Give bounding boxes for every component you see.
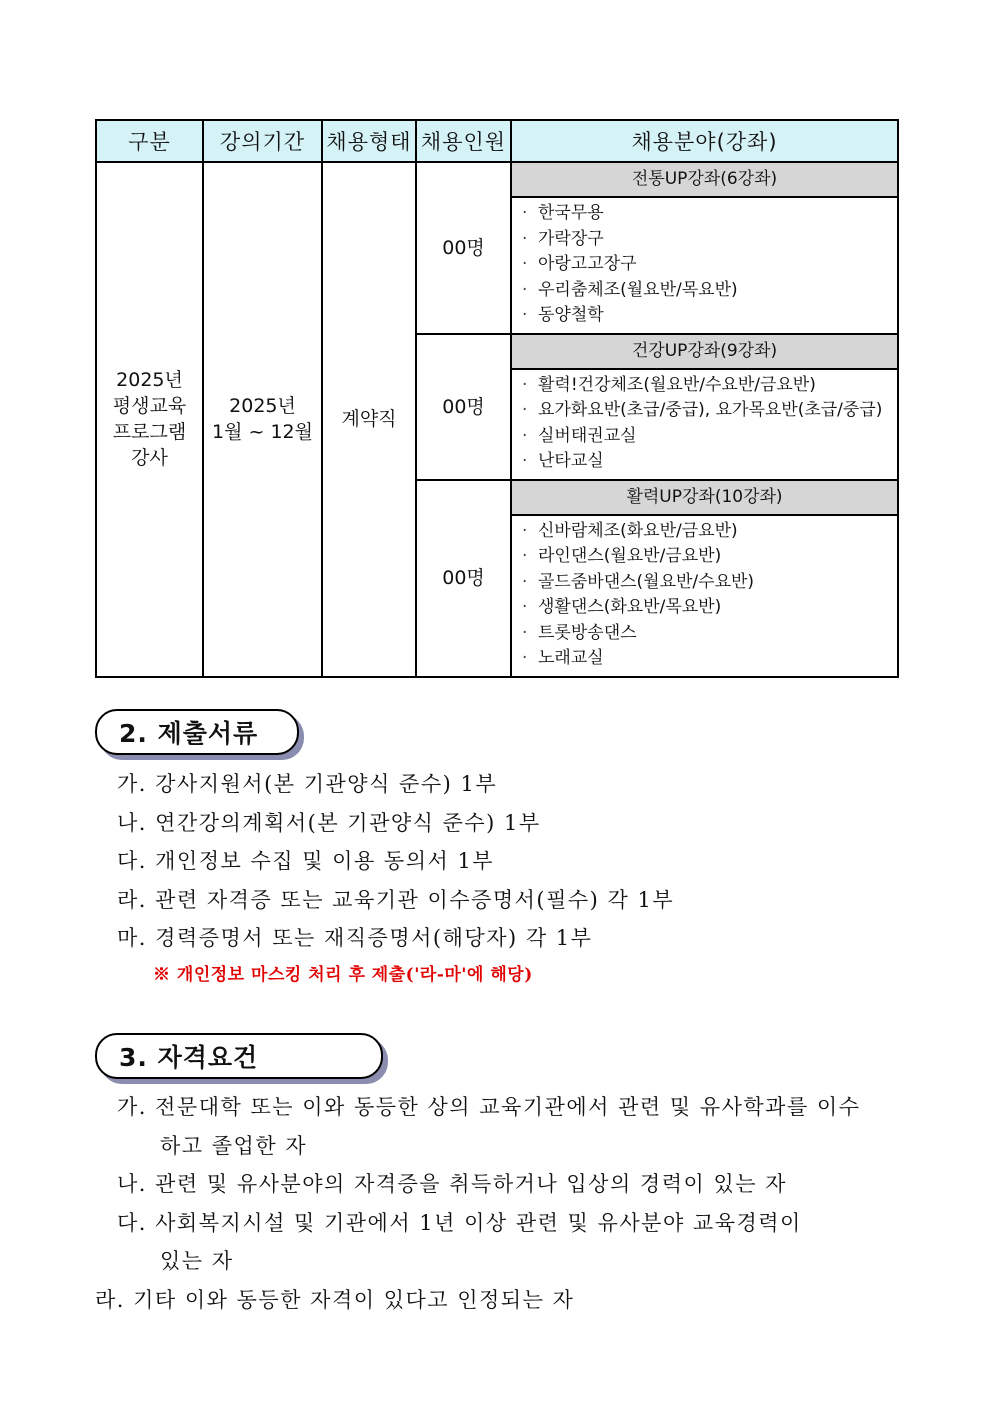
course-group-title: 전통UP강좌(6강좌) (512, 163, 897, 198)
masking-note: ※ 개인정보 마스킹 처리 후 제출('라-마'에 해당) (153, 964, 533, 985)
list-item: 라. 기타 이와 동등한 자격이 있다고 인정되는 자 (95, 1288, 575, 1312)
field-cell (511, 162, 898, 334)
headcount-cell: 00명 (416, 162, 511, 334)
header-employment-type: 채용형태 (322, 120, 416, 162)
category-line: 강사 (131, 447, 168, 470)
submission-documents-list (117, 765, 674, 992)
period-cell (203, 162, 322, 677)
list-item-continuation: 하고 졸업한 자 (160, 1133, 308, 1158)
list-item: · 난타교실 (522, 449, 897, 475)
section-3-title: 3. 자격요건 (119, 1043, 259, 1072)
list-item: 나. 연간강의계획서(본 기관양식 준수) 1부 (117, 810, 541, 835)
list-item: · 가락장구 (522, 227, 897, 253)
category-line: 평생교육 (112, 395, 187, 418)
headcount-cell: 00명 (416, 480, 511, 677)
list-item: 마. 경력증명서 또는 재직증명서(해당자) 각 1부 (117, 926, 593, 950)
list-item: · 실버태권교실 (522, 424, 897, 450)
list-item: 다. 개인정보 수집 및 이용 동의서 1부 (117, 849, 495, 873)
list-item: · 신바람체조(화요반/금요반) (522, 519, 897, 545)
list-item: · 활력!건강체조(월요반/수요반/금요반) (522, 373, 897, 399)
list-item: · 생활댄스(화요반/목요반) (522, 595, 897, 621)
headcount-cell: 00명 (416, 334, 511, 480)
list-item: · 요가화요반(초급/중급), 요가목요반(초급/중급) (522, 398, 897, 424)
list-item: · 한국무용 (522, 201, 897, 227)
list-item: 가. 강사지원서(본 기관양식 준수) 1부 (117, 772, 498, 796)
section-3-header (95, 1033, 383, 1079)
list-item: · 우리춤체조(월요반/목요반) (522, 278, 897, 304)
recruitment-table (95, 119, 899, 678)
list-item-continuation: 있는 자 (160, 1249, 234, 1273)
list-item: · 골드줌바댄스(월요반/수요반) (522, 570, 897, 596)
list-item: · 아랑고고장구 (522, 252, 897, 278)
course-list (512, 516, 897, 676)
category-line: 2025년 (116, 369, 183, 392)
header-headcount: 채용인원 (416, 120, 511, 162)
qualification-list-extra (95, 1281, 574, 1320)
list-item: · 트롯방송댄스 (522, 621, 897, 647)
list-item: · 동양철학 (522, 303, 897, 329)
field-cell (511, 334, 898, 480)
course-list (512, 198, 897, 333)
field-cell (511, 480, 898, 677)
period-line: 1월 ~ 12월 (212, 421, 313, 444)
category-line: 프로그램 (112, 421, 187, 444)
header-field: 채용분야(강좌) (511, 120, 898, 162)
table-row (96, 162, 898, 334)
section-2-header (95, 709, 299, 755)
table-header-row (96, 120, 898, 162)
list-item: 라. 관련 자격증 또는 교육기관 이수증명서(필수) 각 1부 (117, 887, 675, 912)
header-category: 구분 (96, 120, 203, 162)
section-2-title: 2. 제출서류 (119, 719, 259, 748)
list-item: · 라인댄스(월요반/금요반) (522, 544, 897, 570)
course-list (512, 370, 897, 479)
list-item: · 노래교실 (522, 646, 897, 672)
category-cell (96, 162, 203, 677)
qualification-list (117, 1088, 861, 1281)
course-group-title: 활력UP강좌(10강좌) (512, 481, 897, 516)
employment-type-cell: 계약직 (322, 162, 416, 677)
period-line: 2025년 (229, 395, 296, 418)
list-item: 가. 전문대학 또는 이와 동등한 상의 교육기관에서 관련 및 유사학과를 이수 (117, 1095, 861, 1119)
list-item: 다. 사회복지시설 및 기관에서 1년 이상 관련 및 유사분야 교육경력이 (117, 1210, 802, 1235)
course-group-title: 건강UP강좌(9강좌) (512, 335, 897, 370)
list-item: 나. 관련 및 유사분야의 자격증을 취득하거나 입상의 경력이 있는 자 (117, 1172, 787, 1196)
header-period: 강의기간 (203, 120, 322, 162)
